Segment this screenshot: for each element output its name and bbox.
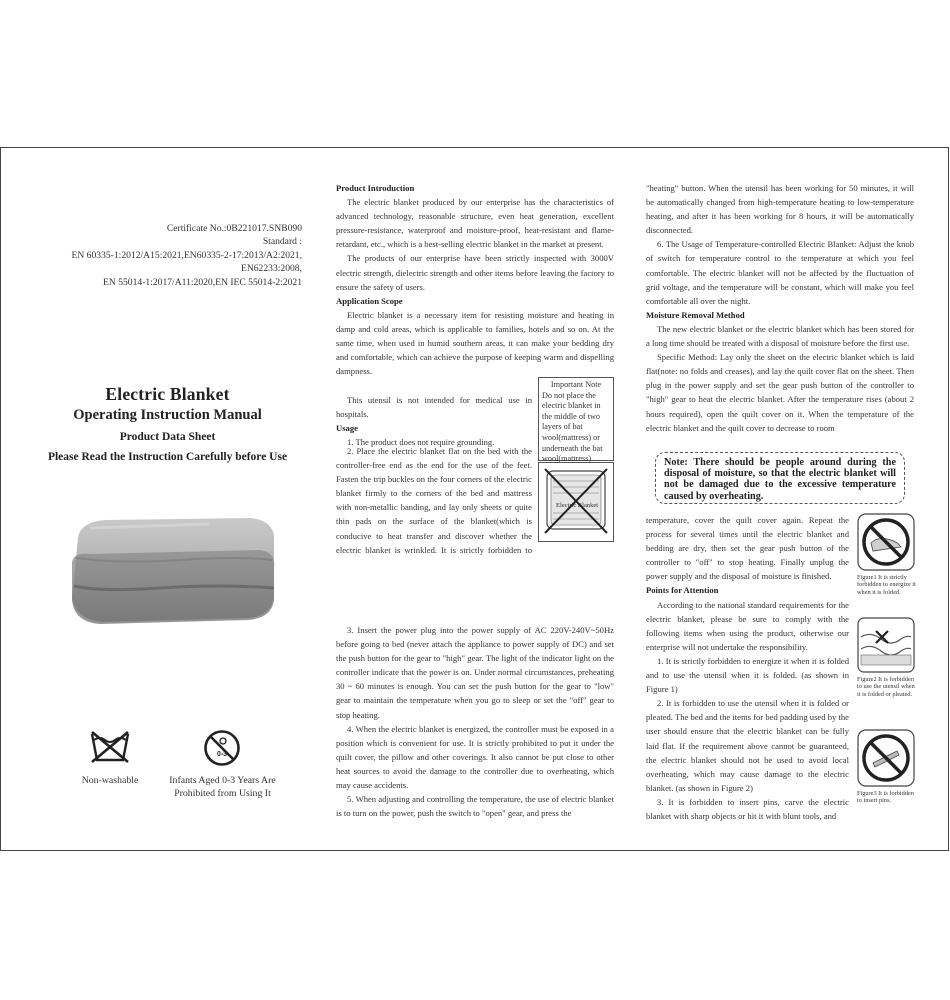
paragraph: The electric blanket produced by our enterprise has the characteristics of advanced technology, reasonable structure, even heat generation, excellent pressure-resistance, waterproof and moisture-proof, heat-resistant and flame-retardant, etc., which is a best-selling electric blanket in the market at present. <box>336 197 614 250</box>
paragraph: The products of our enterprise have been strictly inspected with 3000V electric strength, dielectric strength and other items before leaving the factory to ensure the safety of users. <box>336 253 614 292</box>
paragraph: Electric blanket is a necessary item for resisting moisture and heating in damp and cold areas, which is applicable to families, hotels and so on. At the same time, when used in humid southern areas, it can make your bedding dry and comfortable, which can achieve the purpose of keeping warm and dispelling dampness. <box>336 309 614 377</box>
figure-1-caption: Figure1 It is strictly forbidden to energize it when it is folded. <box>857 574 916 596</box>
non-washable-icon <box>88 726 132 766</box>
figure-3-caption: Figure3 It is forbidden to insert pins. <box>857 790 914 805</box>
non-washable-label: Non-washable <box>81 775 139 786</box>
figure-2-caption: Figure2 It is forbidden to use the utensil when it is folded or pleated. <box>857 676 915 698</box>
cert-line: Certificate No.:0B221017.SNB090 <box>166 223 302 234</box>
no-pins-icon <box>857 729 915 787</box>
product-title: Electric Blanket <box>105 384 230 404</box>
paragraph: 3. Insert the power plug into the power supply of AC 220V-240V~50Hz before going to bed (never attach the appliance to power supply of DC) and set the push button for the gear to "high" gear. The light of the indicator light on the controller indicate that the power is on. Under normal circumstances, preheating 30 ~ 60 minutes is enough. You can set the push button for the gear to "low" gear to maintain the temperature when you go to sleep or set the "off" gear to stop heating. <box>336 625 614 720</box>
column-three <box>646 181 914 435</box>
section-heading: Application Scope <box>336 295 403 306</box>
paragraph: 2. It is forbidden to use the utensil when it is folded or pleated. The bed and the items for bed padding used by the user should ensure that the electric blanket can be fully laid flat. If the requirement above cannot be guaranteed, the electric blanket should not be used to avoid local overheating, which may cause damage to the electric blanket. (as shown in Figure 2) <box>646 698 849 793</box>
section-heading: Moisture Removal Method <box>646 309 745 320</box>
note-figure-label: Electric Blanket <box>555 502 599 509</box>
cert-line: Standard : <box>262 236 302 248</box>
paragraph: 4. When the electric blanket is energized, the controller must be exposed in a position which is convenient for use. It is strictly prohibited to put it under the quilt cover, the pillow and other coverings. It also cannot be put close to other heat sources to avoid the damage to the controller due to overheating, which may cause accidents. <box>336 723 614 791</box>
no-infants-icon <box>203 729 241 767</box>
paragraph: According to the national standard requirements for the electric blanket, please be sure to comply with the following items when using the product, otherwise our enterprise will not undertake the responsibility. <box>646 599 849 652</box>
column-two <box>336 181 614 378</box>
moisture-warning-box: Note: There should be people around during the disposal of moisture, so that the electric blanket will not be damaged due to the excessive temperature caused by overheating. <box>655 452 905 504</box>
paragraph: 1. The product does not require grounding. <box>347 437 495 448</box>
section-heading: Product Introduction <box>336 183 415 193</box>
paragraph: "heating" button. When the utensil has been working for 50 minutes, it will be automatically changed from high-temperature heating to low-temperature heating, and after it has been working for 8 hours, it will be automatically disconnected. <box>646 183 914 236</box>
note-title: Important Note <box>550 380 602 389</box>
paragraph: 5. When adjusting and controlling the temperature, the use of electric blanket is to turn on the power, push the switch to "open" gear, and press the <box>336 794 614 819</box>
pleated-prohibited-icon <box>857 617 915 673</box>
paragraph: 1. It is strictly forbidden to energize it when it is folded and to use the utensil when it is folded. (as shown in Figure 1) <box>646 655 849 695</box>
folded-blanket-image <box>60 500 285 635</box>
usage-continued <box>336 623 614 820</box>
infant-label-line: Infants Aged 0-3 Years Are <box>169 775 276 786</box>
paragraph: 3. It is forbidden to insert pins, carve the electric blanket with sharp objects or hit it with blunt tools, and <box>646 796 849 821</box>
paragraph: temperature, cover the quilt cover again. Repeat the process for several times until the electric blanket and bedding are dry, then set the gear push button of the controller to "off" to stop heating. Finally unplug the power supply and the disposal of moisture is finished. <box>646 515 849 582</box>
cert-line: EN62233:2008, <box>240 263 302 275</box>
infant-label <box>155 775 290 800</box>
infant-age-badge: 0-3 <box>216 751 228 758</box>
certificate-block <box>20 222 302 289</box>
data-sheet-title: Product Data Sheet <box>119 431 216 443</box>
section-heading: Points for Attention <box>646 585 719 596</box>
paragraph: 6. The Usage of Temperature-controlled Electric Blanket: Adjust the knob of switch for temperature control to the temperature at which you feel comfortable. The electric blanket will not be affected by the fluctuation of grid voltage, and the temperature will be constant, which will make you feel comfortable all over the night. <box>646 239 914 306</box>
paragraph: Specific Method: Lay only the sheet on the electric blanket which is laid flat(note: no folds and creases), and lay the quilt cover flat on the sheet. Then plug in the power supply and set the gear push button of the controller to "high" gear to heat the electric blanket. After the temperature rises (about 2 hours required), open the quilt cover on it. When the temperature of the electric blanket and the quilt cover to decrease to room <box>646 352 914 433</box>
cert-line: EN 55014-1:2017/A11:2020,EN IEC 55014-2:2021 <box>103 276 302 288</box>
note-text: Do not place the electric blanket in the middle of two layers of bat wool(mattress) or underneath the bat wool(mattress). <box>542 390 603 464</box>
usage-step-2-narrow <box>336 444 532 560</box>
read-notice: Please Read the Instruction Carefully before Use <box>47 451 288 463</box>
column-two-wrapped <box>336 393 532 449</box>
cert-line: EN 60335-1:2012/A15:2021,EN60335-2-17:2013/A2:2021, <box>71 249 302 261</box>
important-note-box <box>538 377 614 464</box>
folded-prohibited-icon <box>857 513 915 571</box>
column-three-lower <box>646 513 849 823</box>
paragraph: 2. Place the electric blanket flat on the bed with the controller-free end as the end for the use of the feet. Fasten the trip buckles on the four corners of the electric blanket firmly to the corners of the bed and mattress with non-metallic banding, and lay only sheets or quite thin pads on the surface of the blanket(which is conducive to heat transfer and discover whether the electric blanket is wrinkled. It is strictly forbidden to <box>336 446 532 555</box>
paragraph: The new electric blanket or the electric blanket which has been stored for a long time should be treated with a disposal of moisture before the first use. <box>646 323 914 349</box>
note-figure <box>538 462 614 542</box>
manual-subtitle: Operating Instruction Manual <box>73 407 262 423</box>
section-heading: Usage <box>336 423 358 434</box>
paragraph: This utensil is not intended for medical use in hospitals. <box>336 395 532 420</box>
infant-label-line: Prohibited from Using It <box>174 787 271 799</box>
